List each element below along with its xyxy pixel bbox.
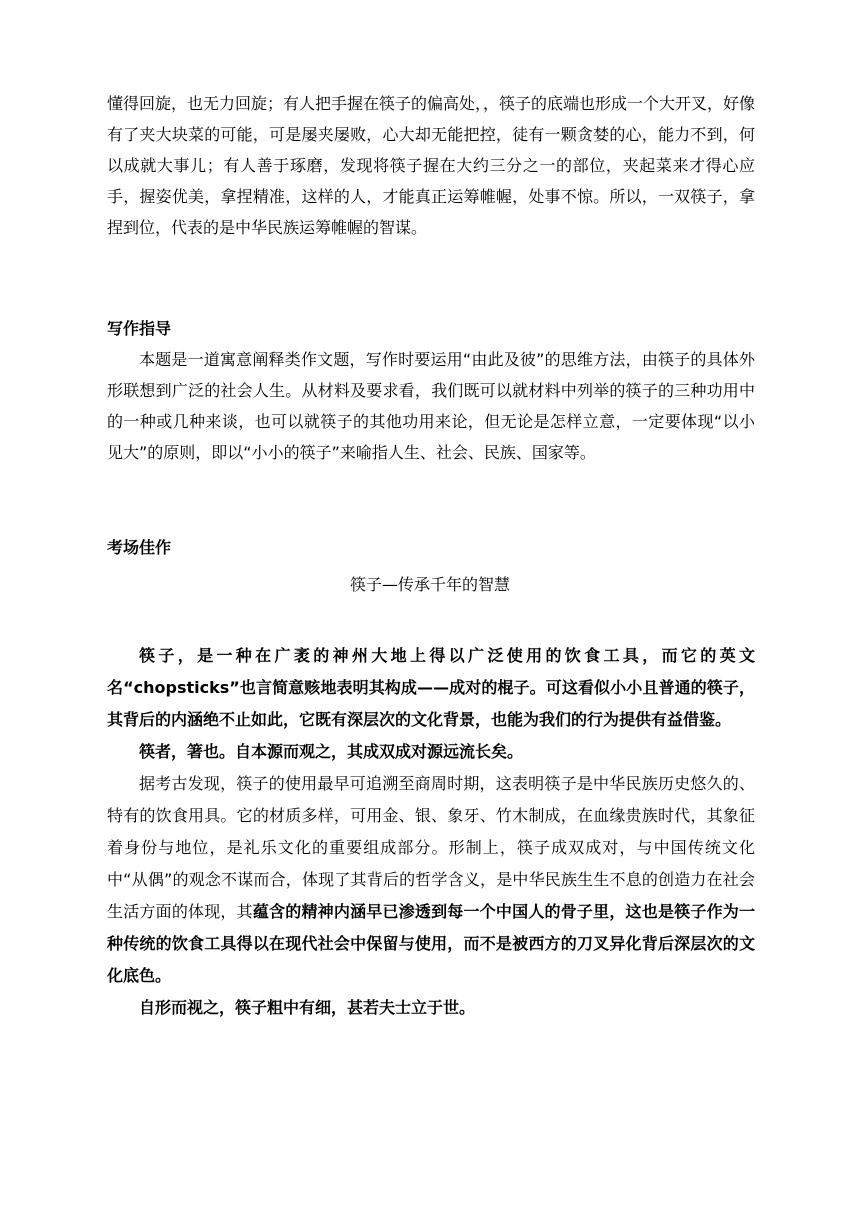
essay-heading: 考场佳作 — [107, 538, 172, 557]
essay-paragraph-3 — [107, 768, 755, 992]
essay-title: 筷子—传承千年的智慧 — [349, 575, 510, 594]
intro-block — [107, 88, 755, 243]
intro-paragraph: 懂得回旋，也无力回旋；有人把手握在筷子的偏高处，，筷子的底端也形成一个大开叉，好像有了夹大块菜的可能，可是屡夹屡败，心大却无能把控，徒有一颗贪婪的心，能力不到，何以成就大事儿；有人善于琢磨，发现将筷子握在大约三分之一的部位，夹起菜来才得心应手，握姿优美，拿捏精准，这样的人，才能真正运筹帷幄，处事不惊。所以，一双筷子，拿捏到位，代表的是中华民族运筹帷幄的智谋。 — [107, 94, 756, 237]
guide-block — [107, 344, 755, 468]
essay-paragraph-3-bold: 蕴含的精神内涵早已渗透到每一个中国人的骨子里，这也是筷子作为一种传统的饮食工具得以在现代社会中保留与使用，而不是被西方的刀叉异化背后深层次的文化底色。 — [107, 902, 755, 985]
essay-paragraph-1: 筷子，是一种在广袤的神州大地上得以广泛使用的饮食工具，而它的英文名“chopsticks”也言简意赅地表明其构成——成对的棍子。可这看似小小且普通的筷子，其背后的内涵绝不止如此，它既有深层次的文化背景，也能为我们的行为提供有益借鉴。 — [107, 646, 755, 729]
essay-paragraph-2: 筷者，箸也。自本源而观之，其成双成对源远流长矣。 — [139, 742, 524, 761]
essay-body — [107, 640, 755, 1024]
essay-paragraph-4: 自形而视之，筷子粗中有细，甚若夫士立于世。 — [139, 998, 476, 1017]
guide-paragraph: 本题是一道寓意阐释类作文题，写作时要运用“由此及彼”的思维方法，由筷子的具体外形联想到广泛的社会人生。从材料及要求看，我们既可以就材料中列举的筷子的三种功用中的一种或几种来谈，也可以就筷子的其他功用来论，但无论是怎样立意，一定要体现“以小见大”的原则，即以“小小的筷子”来喻指人生、社会、民族、国家等。 — [107, 350, 755, 462]
essay-paragraph-3-normal: 据考古发现，筷子的使用最早可追溯至商周时期，这表明筷子是中华民族历史悠久的、特有的饮食用具。它的材质多样，可用金、银、象牙、竹木制成，在血缘贵族时代，其象征着身份与地位，是礼乐文化的重要组成部分。形制上，筷子成双成对，与中国传统文化中“从偶”的观念不谋而合，体现了其背后的哲学含义，是中华民族生生不息的创造力在社会生活方面的体现，其 — [107, 774, 755, 921]
guide-heading: 写作指导 — [107, 319, 172, 338]
